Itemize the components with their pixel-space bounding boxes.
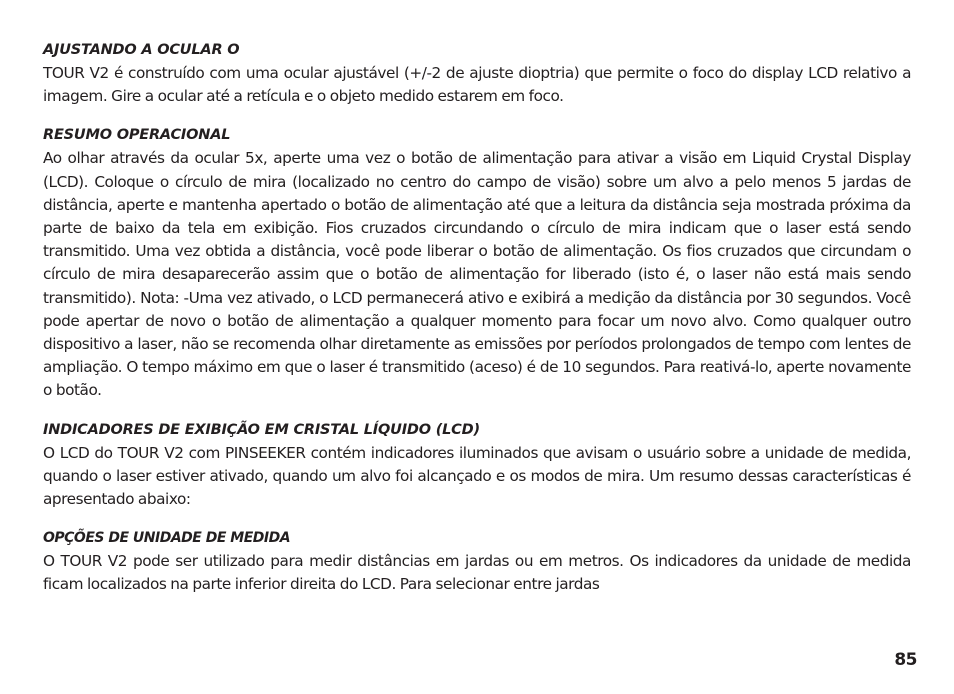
section-spacer (43, 108, 911, 124)
section-body: O TOUR V2 pode ser utilizado para medir distâncias em jardas ou em metros. Os indicadores da unidade de medida ficam localizados na parte inferior direita do LCD. Para selecionar entre jardas (43, 552, 911, 594)
section-unit-options (43, 527, 911, 596)
section-lcd-indicators (43, 419, 911, 512)
document-page (43, 39, 911, 597)
section-heading: INDICADORES DE EXIBIÇÃO EM CRISTAL LÍQUIDO (LCD) (43, 421, 480, 438)
section-eyepiece-adjustment (43, 39, 911, 108)
section-body: TOUR V2 é construído com uma ocular ajustável (+/-2 de ajuste dioptria) que permite o foco do display LCD relativo a imagem. Gire a ocular até a retícula e o objeto medido estarem em foco. (43, 64, 911, 106)
section-body: O LCD do TOUR V2 com PINSEEKER contém indicadores iluminados que avisam o usuário sobre a unidade de medida, quando o laser estiver ativado, quando um alvo foi alcançado e os modos de mira. Um resumo dessas características é apresentado abaixo: (43, 443, 911, 509)
section-heading: AJUSTANDO A OCULAR O (43, 42, 240, 58)
section-heading: RESUMO OPERACIONAL (43, 127, 231, 144)
section-spacer (43, 403, 911, 419)
page-number: 85 (894, 650, 917, 670)
section-body: Ao olhar através da ocular 5x, aperte uma vez o botão de alimentação para ativar a visão em Liquid Crystal Display (LCD). Coloque o círculo de mira (localizado no centro do campo de visão) sobre um alvo a pelo menos 5 jardas de distância, aperte e mantenha apertado o botão de alimentação até que a leitura da distância seja mostrada próxima da parte de baixo da tela em exibição. Fios cruzados circundando o círculo de mira indicam que o laser está sendo transmitido. Uma vez obtida a distância, você pode liberar o botão de alimentação. Os fios cruzados que circundam o círculo de mira desaparecerão assim que o botão de alimentação for liberado (isto é, o laser não está mais sendo transmitido). Nota: -Uma vez ativado, o LCD permanecerá ativo e exibirá a medição da distância por 30 segundos. Você pode apertar de novo o botão de alimentação a qualquer momento para focar um novo alvo. Como qualquer outro dispositivo a laser, não se recomenda olhar diretamente as emissões por períodos prolongados de tempo com lentes de ampliação. O tempo máximo em que o laser é transmitido (aceso) é de 10 segundos. Para reativá-lo, aperte novamente o botão. (43, 149, 911, 400)
section-heading: OPÇÕES DE UNIDADE DE MEDIDA (43, 530, 291, 547)
section-operational-summary (43, 124, 911, 402)
section-spacer (43, 511, 911, 527)
